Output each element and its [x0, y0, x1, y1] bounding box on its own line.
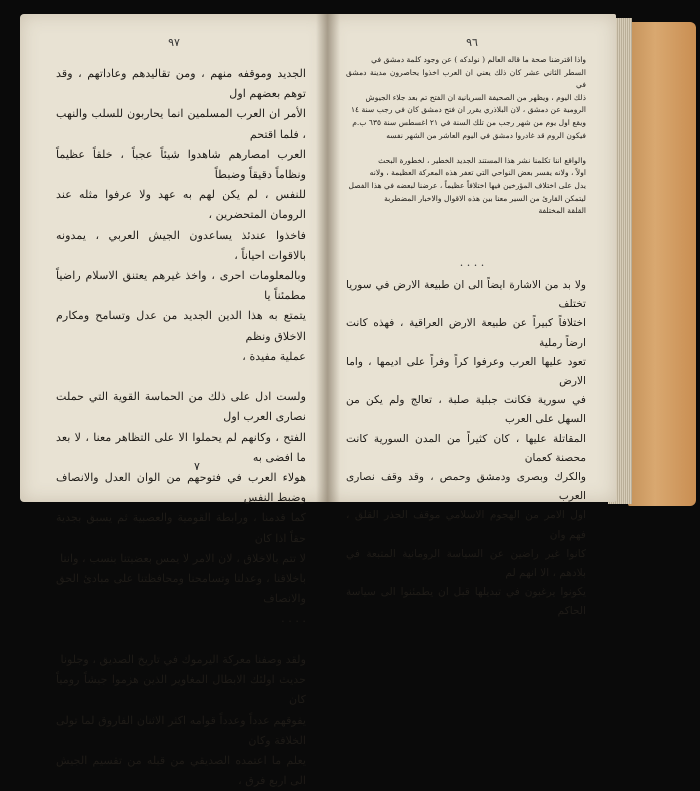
book-cover — [628, 22, 696, 506]
right-page-footnote-text: واذا اقترضنا صحة ما قاله العالم ( نولدكه ) عن وجود كلمة دمشق في السطر الثاني عشر كان ذلك يعني ان العرب اخذوا يحاصرون مدينة دمشق في ذلك اليوم ، ويظهر من الصحيفة السريانية ان الفتح تم بعد جلاء الجيوش الرومية عن دمشق ، لان البلاذري يقرر ان فتح دمشق كان في رجب سنة ١٤ ويقع اول يوم من شهر رجب من تلك السنة في ٢١ اغسطس سنة ٦٣٥ ب.م فيكون الروم قد غادروا دمشق في اليوم العاشر من الشهر نفسه والواقع اننا تكلمنا نشر هذا المستند الجديد الخطير ، لخطورة البحث اولاً ، ولانه يفسر بعض النواحي التي تعفر هذه المعركة العظيمة ، ولانه يدل على اختلاف المؤرخين فيها اختلافاً عظيماً ، عرضنا لبعضه في هذا الفصل ليتمكن القارئ من السير معنا بين هذه الاقوال والاخبار المضطربة القلقة المختلفة — [346, 55, 586, 216]
left-page-number: ٩٧ — [168, 36, 180, 49]
open-book — [16, 14, 684, 788]
right-page-number: ٩٦ — [466, 36, 478, 49]
book-gutter — [316, 14, 340, 502]
left-page — [20, 14, 328, 788]
right-page — [328, 14, 616, 618]
section-divider: . . . . — [459, 256, 485, 269]
right-page-body-text: ولا بد من الاشارة ايضاً الى ان طبيعة الارض في سوريا تختلف اختلافاً كبيراً عن طبيعة الارض العراقية ، فهذه كانت ارضاً رملية تعود عليها العرب وعرفوا كراً وفراً على اديمها ، واما الارض في سورية فكانت جبلية صلبة ، تعالج ولم يكن من السهل على العرب المقاتلة عليها ، كان كثيراً من المدن السورية كانت محصنة كعمان والكرك وبصرى ودمشق وحمص ، وقد وقف نصارى العرب اول الامر من الهجوم الاسلامي موقف الحذر القلق ، فهم وان كانوا غير راضين عن السياسة الرومانية المتبعة في بلادهم ، الا انهم لم يكونوا يرغبون في تبديلها قبل ان يطمئنوا الى سياسة الحاكم — [346, 279, 586, 618]
left-page-footer-number: ٧ — [194, 460, 200, 473]
left-page-text: الجديد وموقفه منهم ، ومن تقاليدهم وعاداتهم ، وقد توهم بعضهم اول الأمر ان العرب المسلمين انما يحاربون للسلب والنهب ، فلما اقتحم العرب امصارهم شاهدوا شيئاً عجباً ، خلقاً عظيماً ونظاماً دقيقاً وضبطاً للنفس ، لم يكن لهم به عهد ولا عرفوا مثله عند الرومان المتحضرين ، فاخذوا عندئذ يساعدون الجيش العربي ، يمدونه بالاقوات احياناً ، وبالمعلومات احرى ، واخذ غيرهم يعتنق الاسلام راضياً مطمئناً يا يتمتع به هذا الدين الجديد من عدل وتسامح ومكارم الاخلاق ونظم عملية مفيدة ، ولست ادل على ذلك من الحماسة القوية التي حملت نصارى العرب اول الفتح ، وكانهم لم يحملوا الا على التظاهر معنا ، لا بعد ما افضى به هولاء العرب في فتوحهم من الوان العدل والانصاف وضبط النفس كما قدمنا ، ورابطة القومية والعصبية ثم يسبق بجدية حقاً اذا كان لا تتم بالاخلاق ، لان الامر لا يمس بعضيتنا بنسب ، واننا باخلاقنا ، وعدلنا وتسامحنا ومحافظتنا على مبادئ الحق والانصاف . . . . ولقد وصفنا معركة اليرموك في تاريخ الصديق ، وجلونا حديث اولئك الابطال المغاوير الذين هزموا جيشاً رومياً كان يفوقهم عدداً وعدداً قوامه اكثر الاثنان الفاروق لما تولى الخلافة وكان يعلم ما اعتمده الصديقي من قبله من تقسيم الجيش الى اربع فرق ، — [56, 67, 306, 788]
